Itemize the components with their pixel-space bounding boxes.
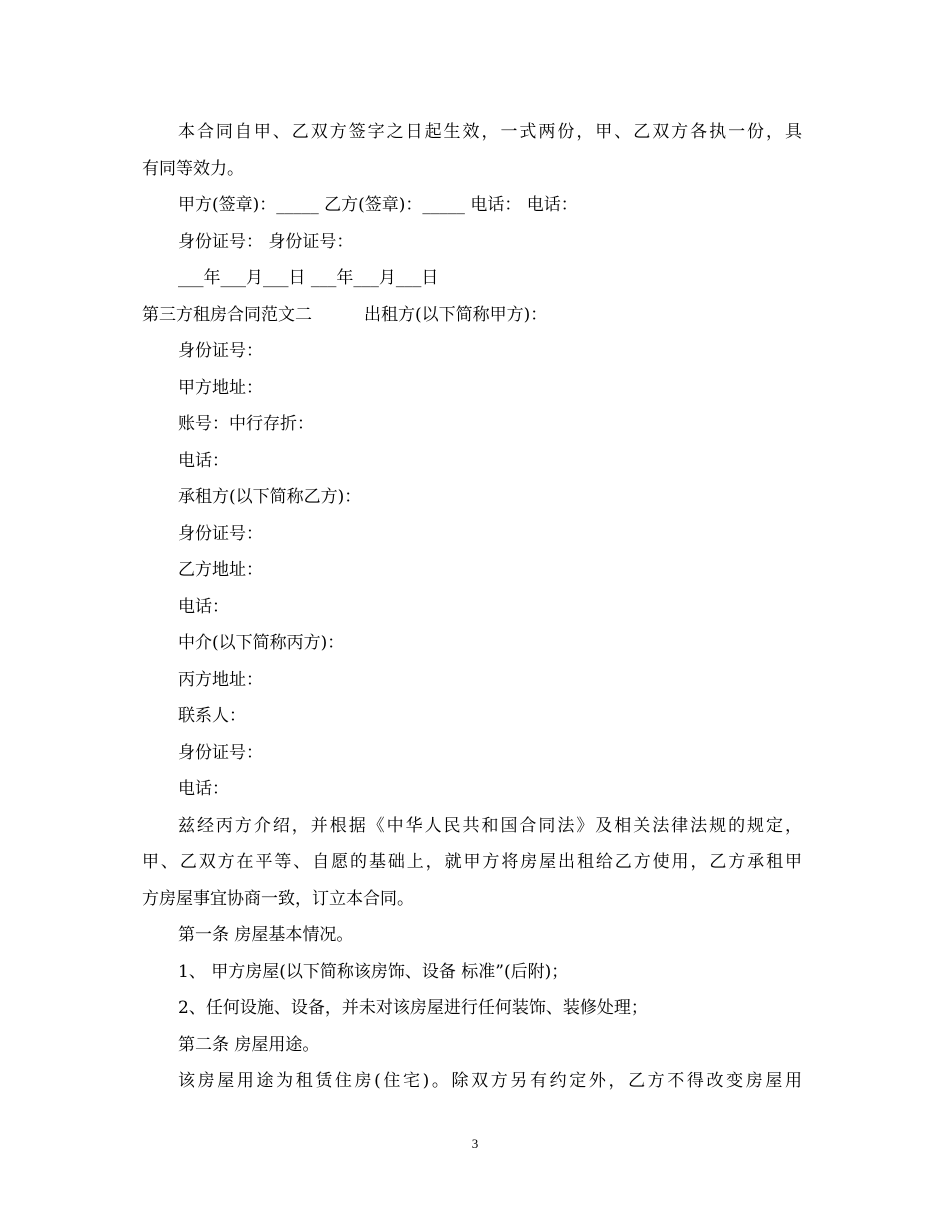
- agent-phone: 电话：: [178, 779, 229, 799]
- lessor-account: 账号：中行存折：: [178, 414, 314, 434]
- lessee-phone: 电话：: [178, 596, 229, 617]
- lessor-phone: 电话：: [178, 450, 229, 471]
- preamble-1: 兹经丙方介绍，并根据《中华人民共和国合同法》及相关法律法规的规定，: [178, 815, 802, 836]
- effective-clause-1: 本合同自甲、乙双方签字之日起生效，一式两份，甲、乙双方各执一份，具: [178, 122, 802, 142]
- agent-contact: 联系人：: [178, 706, 246, 726]
- signature-line: 甲方(签章)：_____ 乙方(签章)：_____ 电话： 电话：: [178, 195, 578, 215]
- preamble-3: 方房屋事宜协商一致，订立本合同。: [142, 888, 414, 909]
- date-line: ___年___月___日 ___年___月___日: [178, 268, 439, 288]
- page-number: 3: [471, 1136, 479, 1151]
- agent-address: 丙方地址：: [178, 669, 263, 690]
- lessor-address: 甲方地址：: [178, 377, 263, 398]
- article-1-item-2: 2、任何设施、设备，并未对该房屋进行任何装饰、装修处理；: [178, 998, 648, 1018]
- agent-heading: 中介(以下简称丙方)：: [178, 633, 345, 653]
- effective-clause-2: 有同等效力。: [142, 158, 244, 179]
- id-number-line: 身份证号： 身份证号：: [178, 231, 354, 252]
- contract-parties-and-terms: [142, 333, 802, 1100]
- article-1-title: 第一条 房屋基本情况。: [178, 925, 354, 945]
- lessee-address: 乙方地址：: [178, 560, 263, 580]
- section-title: 第三方租房合同范文二: [142, 304, 312, 325]
- section-heading-line: [142, 297, 802, 334]
- lessor-id: 身份证号：: [178, 341, 263, 361]
- lessee-heading: 承租方(以下简称乙方)：: [178, 487, 362, 507]
- preamble-2: 甲、乙双方在平等、自愿的基础上，就甲方将房屋出租给乙方使用，乙方承租甲: [142, 852, 802, 872]
- closing-clauses: [142, 114, 802, 297]
- lessee-id: 身份证号：: [178, 523, 263, 544]
- lessor-heading: 出租方(以下简称甲方)：: [364, 304, 548, 325]
- article-1-item-1: 1、 甲方房屋(以下简称该房饰、设备 标准”(后附)；: [178, 961, 569, 982]
- document-body: [142, 114, 802, 1100]
- article-2-title: 第二条 房屋用途。: [178, 1034, 320, 1055]
- article-2-body: 该房屋用途为租赁住房(住宅)。除双方另有约定外，乙方不得改变房屋用: [178, 1071, 802, 1091]
- agent-id: 身份证号：: [178, 742, 263, 763]
